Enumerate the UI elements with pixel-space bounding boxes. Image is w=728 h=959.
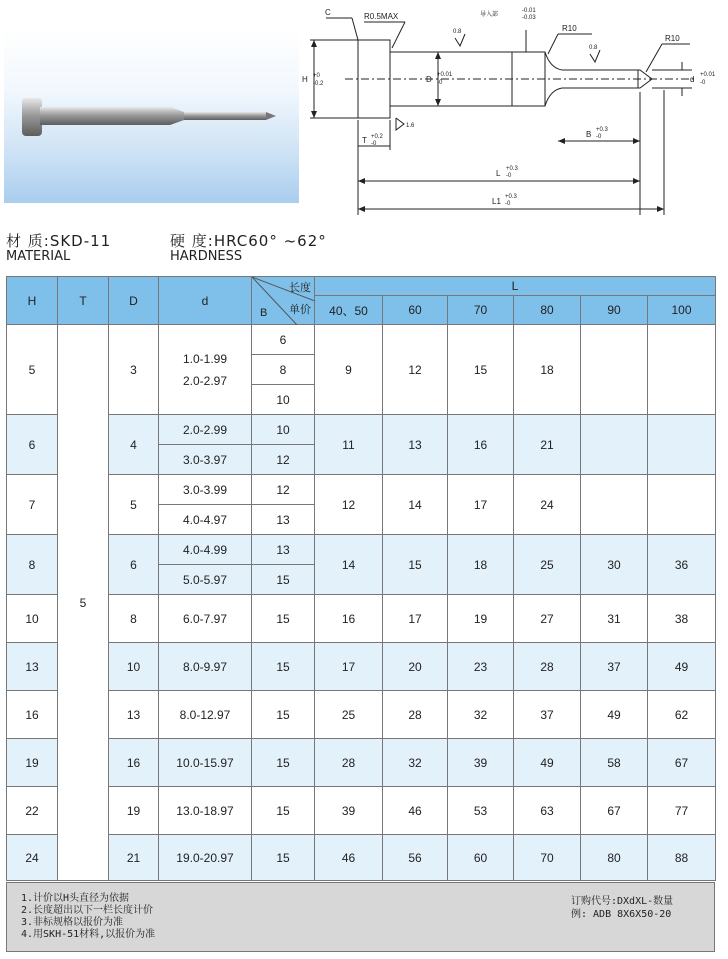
H-tol-up: +0 — [313, 73, 320, 79]
note-4: 4.用SKH-51材料,以报价为准 — [21, 929, 156, 940]
roughness-2: 0.8 — [589, 45, 598, 51]
cell-d: 19.0-20.97 — [159, 835, 252, 881]
cell-price — [648, 325, 716, 415]
cell-price: 60 — [448, 835, 514, 881]
cell-d: 4.0-4.97 — [159, 505, 252, 535]
cell-price: 18 — [448, 535, 514, 595]
d-tol-dn: -0 — [700, 80, 706, 86]
radius-label-neck: R10 — [562, 24, 577, 33]
cell-price: 16 — [448, 415, 514, 475]
material-block — [6, 230, 111, 264]
cell-d: 13.0-18.97 — [159, 787, 252, 835]
technical-drawing — [300, 0, 728, 225]
cell-B: 15 — [252, 739, 315, 787]
cell-B: 15 — [252, 835, 315, 881]
L-tol-up: +0.3 — [506, 166, 518, 172]
cell-D: 10 — [109, 643, 159, 691]
cell-B: 8 — [252, 355, 315, 385]
D-tol-dn: -0 — [437, 80, 443, 86]
cell-price: 28 — [383, 691, 448, 739]
cell-price: 12 — [315, 475, 383, 535]
cell-price: 30 — [581, 535, 648, 595]
D-tol-up: +0.01 — [437, 72, 453, 78]
cell-price: 70 — [514, 835, 581, 881]
cell-D: 8 — [109, 595, 159, 643]
cell-price: 67 — [581, 787, 648, 835]
cell-price: 58 — [581, 739, 648, 787]
length-header: 80 — [514, 296, 581, 325]
cell-D: 16 — [109, 739, 159, 787]
cell-price: 25 — [315, 691, 383, 739]
cell-price: 25 — [514, 535, 581, 595]
cell-price: 20 — [383, 643, 448, 691]
material-cn: 材 质:SKD-11 — [6, 232, 112, 250]
H-tol-dn: -0.2 — [313, 81, 324, 87]
L-tol-dn: -0 — [506, 173, 512, 179]
cell-price: 49 — [648, 643, 716, 691]
length-header-label: 长度 — [289, 282, 311, 294]
cell-d: 6.0-7.97 — [159, 595, 252, 643]
cell-price: 12 — [383, 325, 448, 415]
price-table — [6, 276, 716, 881]
cell-price: 31 — [581, 595, 648, 643]
cell-B: 6 — [252, 325, 315, 355]
cell-price — [581, 325, 648, 415]
cell-H: 8 — [7, 535, 58, 595]
cell-D: 4 — [109, 415, 159, 475]
cell-price: 49 — [581, 691, 648, 739]
cell-price: 14 — [383, 475, 448, 535]
cell-price: 46 — [315, 835, 383, 881]
L1-tol-dn: -0 — [505, 201, 511, 207]
col-header-D: D — [109, 277, 159, 325]
cell-d: 3.0-3.99 — [159, 475, 252, 505]
cell-d: 2.0-2.99 — [159, 415, 252, 445]
cell-price: 24 — [514, 475, 581, 535]
cell-B: 10 — [252, 415, 315, 445]
cell-B: 12 — [252, 445, 315, 475]
length-header: 60 — [383, 296, 448, 325]
ejector-pin-image — [4, 28, 299, 203]
L1-label: L1 — [492, 197, 501, 206]
cell-B: 12 — [252, 475, 315, 505]
cell-B: 10 — [252, 385, 315, 415]
material-en: MATERIAL — [6, 249, 71, 264]
cell-price: 80 — [581, 835, 648, 881]
cell-price: 32 — [383, 739, 448, 787]
cell-D: 3 — [109, 325, 159, 415]
cell-price: 23 — [448, 643, 514, 691]
cell-price: 63 — [514, 787, 581, 835]
B-label: B — [586, 130, 592, 139]
note-2: 2.长度超出以下一栏长度计价 — [21, 905, 154, 916]
cell-price: 14 — [315, 535, 383, 595]
cell-D: 19 — [109, 787, 159, 835]
cell-H: 22 — [7, 787, 58, 835]
cell-H: 6 — [7, 415, 58, 475]
cell-d: 4.0-4.99 — [159, 535, 252, 565]
cell-D: 13 — [109, 691, 159, 739]
L-label: L — [496, 169, 501, 178]
cell-price: 15 — [383, 535, 448, 595]
cell-price: 15 — [448, 325, 514, 415]
note-1: 1.计价以H头直径为依据 — [21, 893, 130, 904]
cell-d: 8.0-9.97 — [159, 643, 252, 691]
roughness-1: 0.8 — [453, 29, 462, 35]
cell-price — [648, 415, 716, 475]
cell-B: 13 — [252, 535, 315, 565]
cell-d: 8.0-12.97 — [159, 691, 252, 739]
radius-label-head: R0.5MAX — [364, 12, 399, 21]
col-header-H: H — [7, 277, 58, 325]
cell-B: 15 — [252, 691, 315, 739]
hardness-cn: 硬 度:HRC60° ~62° — [170, 232, 327, 250]
cell-price: 16 — [315, 595, 383, 643]
d-label: d — [690, 75, 695, 84]
cell-d: 5.0-5.97 — [159, 565, 252, 595]
roughness-3: 1.6 — [406, 123, 415, 129]
cell-B: 15 — [252, 643, 315, 691]
cell-H: 13 — [7, 643, 58, 691]
cell-price: 62 — [648, 691, 716, 739]
length-header: 100 — [648, 296, 716, 325]
cell-price: 28 — [315, 739, 383, 787]
B-tol-up: +0.3 — [596, 127, 608, 133]
cell-price — [581, 475, 648, 535]
note-3: 3.非标规格以报价为准 — [21, 917, 124, 928]
cell-H: 10 — [7, 595, 58, 643]
cell-price: 17 — [383, 595, 448, 643]
notes-panel — [6, 882, 715, 952]
col-header-T: T — [58, 277, 109, 325]
cell-price — [581, 415, 648, 475]
cell-d: 10.0-15.97 — [159, 739, 252, 787]
cell-price: 36 — [648, 535, 716, 595]
cell-price: 28 — [514, 643, 581, 691]
cell-price: 37 — [514, 691, 581, 739]
radius-label-tip: R10 — [665, 34, 680, 43]
cell-price: 39 — [315, 787, 383, 835]
cell-H: 19 — [7, 739, 58, 787]
cell-H: 24 — [7, 835, 58, 881]
cell-price: 32 — [448, 691, 514, 739]
cell-price — [648, 475, 716, 535]
length-header: 90 — [581, 296, 648, 325]
cell-price: 17 — [448, 475, 514, 535]
guide-label: 导入部 — [480, 12, 499, 18]
col-header-d: d — [159, 277, 252, 325]
cell-price: 56 — [383, 835, 448, 881]
hardness-en: HARDNESS — [170, 249, 243, 264]
H-label: H — [302, 75, 308, 84]
chamfer-label: C — [325, 8, 331, 17]
cell-price: 49 — [514, 739, 581, 787]
cell-price: 17 — [315, 643, 383, 691]
col-header-B-diagonal — [252, 277, 315, 325]
d-tol-up: +0.01 — [700, 72, 716, 78]
product-photo — [4, 28, 299, 203]
cell-D: 21 — [109, 835, 159, 881]
cell-price: 13 — [383, 415, 448, 475]
length-header: 70 — [448, 296, 514, 325]
D-label: D — [426, 75, 432, 84]
cell-price: 27 — [514, 595, 581, 643]
cell-price: 88 — [648, 835, 716, 881]
cell-H: 5 — [7, 325, 58, 415]
cell-B: 13 — [252, 505, 315, 535]
T-tol-up: +0.2 — [371, 134, 383, 140]
cell-price: 9 — [315, 325, 383, 415]
cell-H: 7 — [7, 475, 58, 535]
cell-price: 18 — [514, 325, 581, 415]
B-header-label: B — [260, 307, 268, 319]
T-tol-dn: -0 — [371, 141, 377, 147]
cell-T: 5 — [58, 325, 109, 881]
cell-B: 15 — [252, 787, 315, 835]
order-code: 订购代号:DXdXL-数量 — [571, 896, 674, 907]
cell-price: 46 — [383, 787, 448, 835]
L1-tol-up: +0.3 — [505, 194, 517, 200]
cell-d: 3.0-3.97 — [159, 445, 252, 475]
cell-price: 37 — [581, 643, 648, 691]
cell-H: 16 — [7, 691, 58, 739]
cell-price: 67 — [648, 739, 716, 787]
cell-price: 11 — [315, 415, 383, 475]
length-header: 40、50 — [315, 296, 383, 325]
cell-D: 6 — [109, 535, 159, 595]
cell-price: 19 — [448, 595, 514, 643]
B-tol-dn: -0 — [596, 134, 602, 140]
cell-B: 15 — [252, 565, 315, 595]
price-header-label: 单价 — [289, 304, 311, 316]
col-header-L: L — [315, 277, 716, 296]
guide-tol-dn: -0.03 — [522, 15, 536, 21]
cell-price: 21 — [514, 415, 581, 475]
cell-B: 15 — [252, 595, 315, 643]
cell-price: 38 — [648, 595, 716, 643]
guide-tol-up: -0.01 — [522, 8, 536, 14]
cell-price: 53 — [448, 787, 514, 835]
cell-D: 5 — [109, 475, 159, 535]
order-example: 例: ADB 8X6X50-20 — [571, 909, 672, 920]
T-label: T — [362, 136, 367, 145]
cell-price: 77 — [648, 787, 716, 835]
cell-price: 39 — [448, 739, 514, 787]
hardness-block — [170, 230, 327, 264]
cell-d: 1.0-1.99 2.0-2.97 — [159, 325, 252, 415]
